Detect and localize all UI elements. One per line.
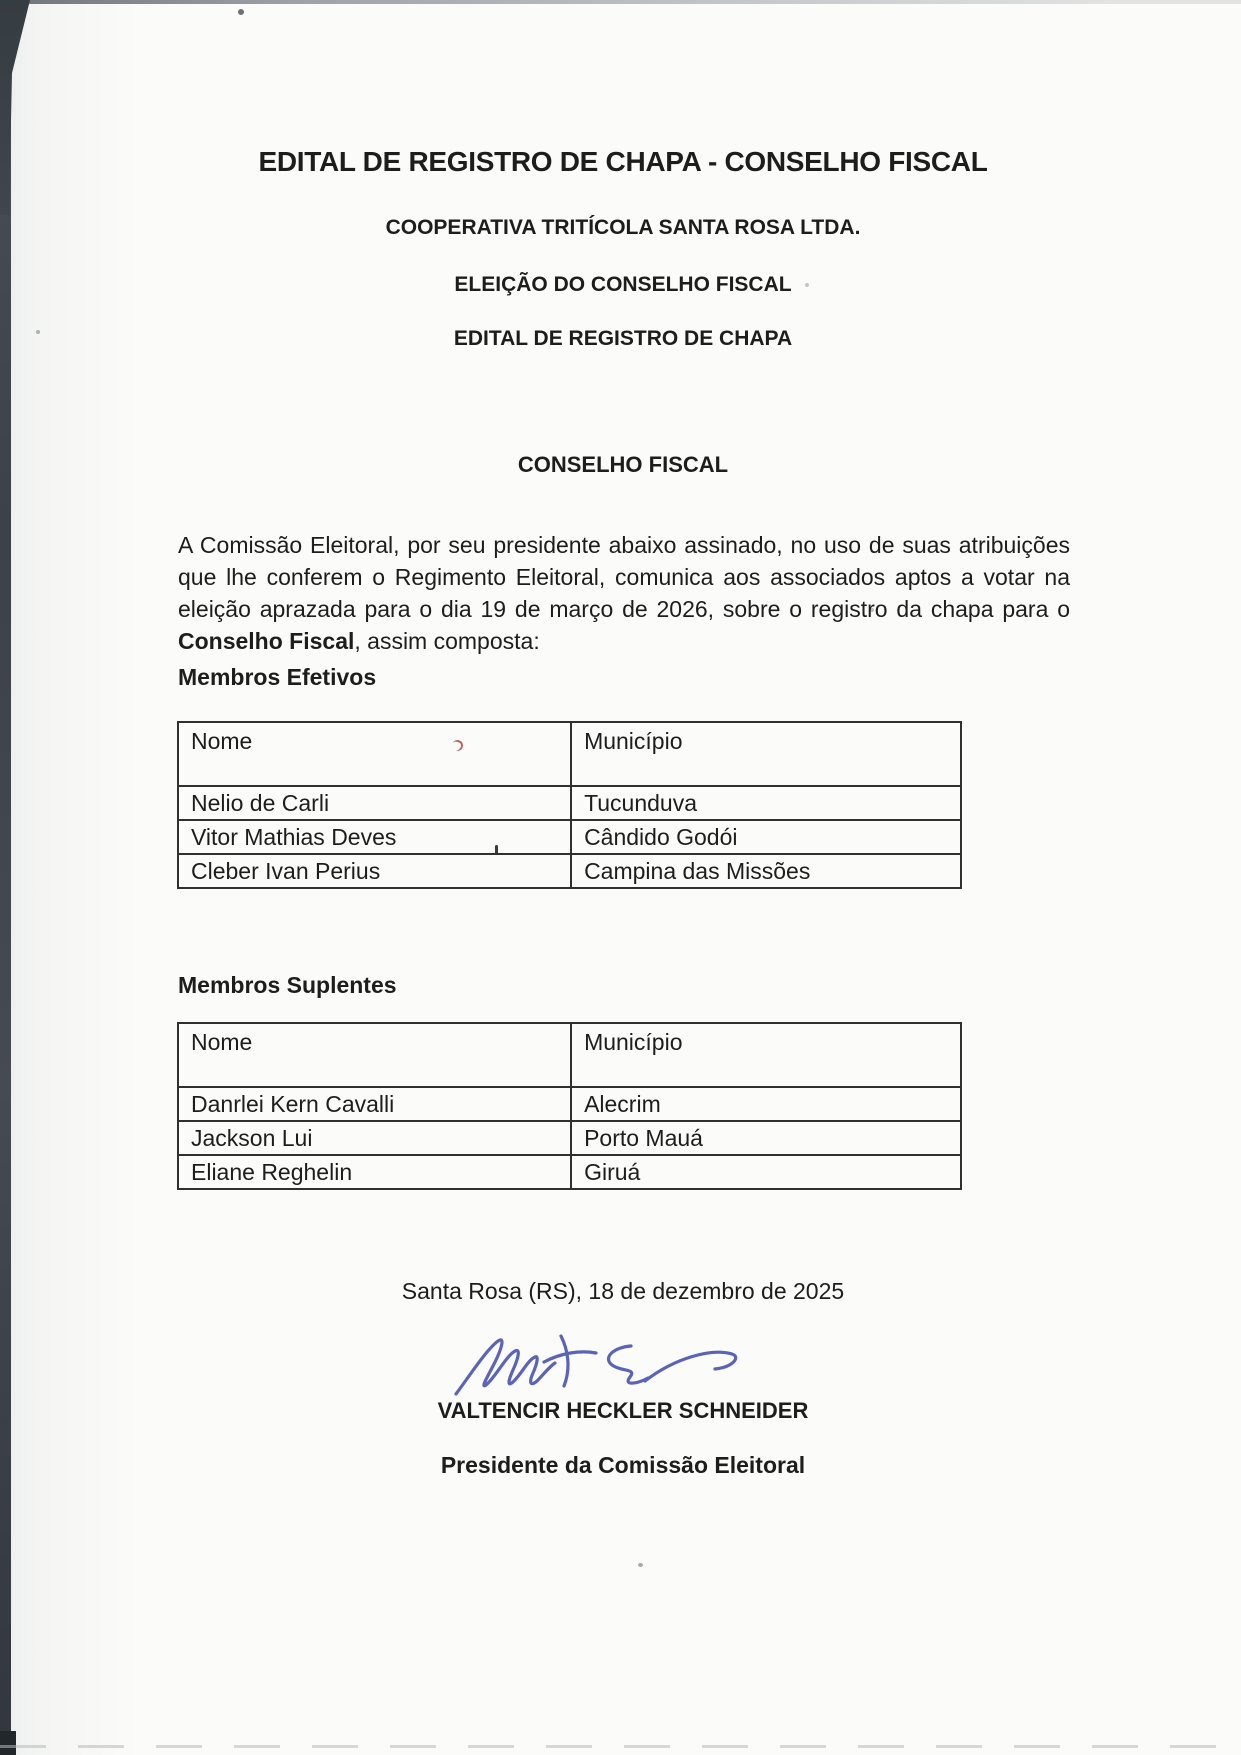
cell-nome: Danrlei Kern Cavalli bbox=[178, 1087, 571, 1121]
column-header-nome: Nome bbox=[178, 722, 571, 786]
table-header-row bbox=[178, 722, 961, 786]
section-heading-conselho-fiscal: CONSELHO FISCAL bbox=[517, 452, 729, 477]
paragraph-text: , assim composta: bbox=[354, 628, 540, 654]
scan-edge-top bbox=[0, 0, 1241, 4]
document-title: EDITAL DE REGISTRO DE CHAPA - CONSELHO FISCAL bbox=[258, 146, 988, 177]
table-row bbox=[178, 820, 961, 854]
heading-membros-efetivos: Membros Efetivos bbox=[178, 664, 377, 690]
cell-nome: Vitor Mathias Deves bbox=[178, 820, 571, 854]
scan-edge-left bbox=[0, 0, 11, 1755]
column-header-municipio: Município bbox=[571, 722, 961, 786]
column-header-municipio: Município bbox=[571, 1023, 961, 1087]
table-membros-suplentes bbox=[177, 1022, 962, 1190]
table-row bbox=[178, 1121, 961, 1155]
heading-membros-suplentes: Membros Suplentes bbox=[178, 972, 397, 998]
cell-municipio: Campina das Missões bbox=[571, 854, 961, 888]
signer-title: Presidente da Comissão Eleitoral bbox=[440, 1452, 806, 1478]
intro-paragraph bbox=[178, 529, 1070, 657]
cell-nome: Cleber Ivan Perius bbox=[178, 854, 571, 888]
cell-municipio: Porto Mauá bbox=[571, 1121, 961, 1155]
document-subtitle-cooperativa: COOPERATIVA TRITÍCOLA SANTA ROSA LTDA. bbox=[385, 216, 861, 239]
table-row bbox=[178, 786, 961, 820]
signer-name: VALTENCIR HECKLER SCHNEIDER bbox=[437, 1398, 809, 1423]
document-subtitle-edital: EDITAL DE REGISTRO DE CHAPA bbox=[453, 327, 793, 350]
table-row bbox=[178, 854, 961, 888]
cell-nome: Nelio de Carli bbox=[178, 786, 571, 820]
document-subtitle-eleicao: ELEIÇÃO DO CONSELHO FISCAL bbox=[454, 273, 792, 296]
scan-speck bbox=[638, 1563, 643, 1567]
handwritten-signature bbox=[448, 1326, 743, 1406]
table-header-row bbox=[178, 1023, 961, 1087]
signature-ink-icon bbox=[448, 1326, 743, 1406]
cell-municipio: Cândido Godói bbox=[571, 820, 961, 854]
scan-edge-left-top bbox=[0, 0, 30, 215]
cell-nome: Jackson Lui bbox=[178, 1121, 571, 1155]
date-line: Santa Rosa (RS), 18 de dezembro de 2025 bbox=[401, 1278, 845, 1304]
column-header-nome: Nome bbox=[178, 1023, 571, 1087]
cell-municipio: Giruá bbox=[571, 1155, 961, 1189]
table-membros-efetivos bbox=[177, 721, 962, 889]
table-row bbox=[178, 1087, 961, 1121]
cell-municipio: Alecrim bbox=[571, 1087, 961, 1121]
table-row bbox=[178, 1155, 961, 1189]
paragraph-text: A Comissão Eleitoral, por seu presidente abaixo assinado, no uso de suas atribuições que lhe conferem o Regimento Eleitoral, comunica aos associados aptos a votar na eleição aprazada para o dia 19 de março de 2026, sobre o registro da chapa para o bbox=[178, 532, 1070, 622]
scan-edge-bottom-line bbox=[0, 1745, 1241, 1748]
scan-speck bbox=[238, 9, 244, 15]
paragraph-bold-text: Conselho Fiscal bbox=[178, 628, 355, 654]
scan-speck bbox=[36, 330, 40, 334]
cell-nome: Eliane Reghelin bbox=[178, 1155, 571, 1189]
cell-municipio: Tucunduva bbox=[571, 786, 961, 820]
scan-edge-bottom-left bbox=[0, 1731, 16, 1755]
